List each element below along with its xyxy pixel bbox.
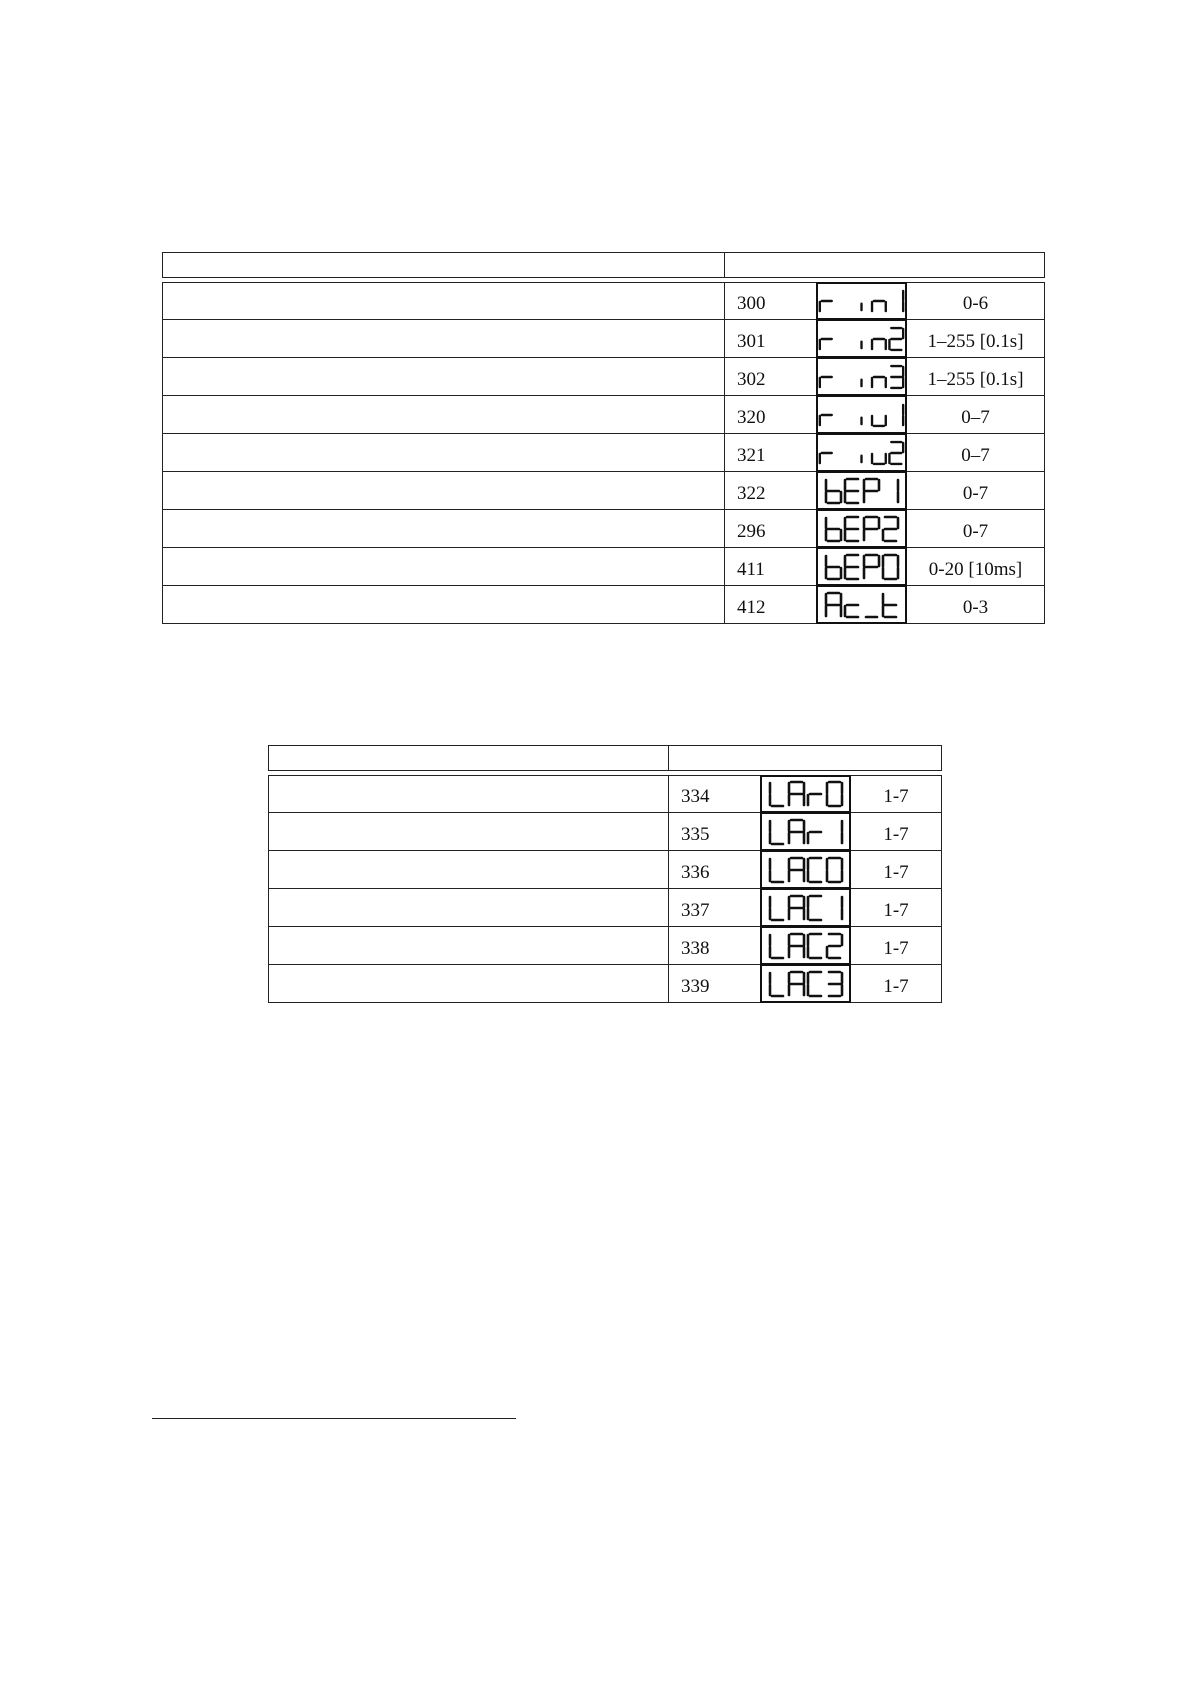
segment-glyph xyxy=(845,479,858,503)
description-cell xyxy=(162,510,725,548)
segment-glyph xyxy=(872,339,886,349)
value-range: 1-7 xyxy=(851,851,942,889)
description-cell xyxy=(268,889,669,927)
seven-segment-glyphs xyxy=(824,590,900,620)
segment-glyph xyxy=(883,594,896,617)
seven-segment-glyphs xyxy=(818,286,905,316)
segment-glyph xyxy=(789,972,804,995)
seven-segment-glyphs xyxy=(818,400,905,430)
segment-glyph xyxy=(789,858,804,881)
segment-glyph xyxy=(826,480,841,503)
parameter-number: 412 xyxy=(725,586,816,624)
value-range: 0-6 xyxy=(907,282,1045,320)
segment-glyph xyxy=(826,518,841,541)
seven-segment-glyphs xyxy=(768,779,844,809)
seven-segment-display xyxy=(816,358,907,396)
seven-segment-glyphs xyxy=(768,931,844,961)
segment-glyph xyxy=(872,377,886,387)
header-description-cell xyxy=(162,252,725,278)
segment-glyph xyxy=(845,555,858,579)
header-description-cell xyxy=(268,745,669,771)
segment-glyph xyxy=(789,820,804,843)
value-range: 1-7 xyxy=(851,813,942,851)
value-range: 0-7 xyxy=(907,510,1045,548)
segment-glyph xyxy=(820,377,832,387)
segment-glyph xyxy=(808,794,821,805)
table-row xyxy=(162,472,1045,510)
table-row xyxy=(162,548,1045,586)
table-header-row xyxy=(162,252,1045,278)
table-row xyxy=(268,775,942,813)
segment-glyph xyxy=(770,973,783,996)
segment-glyph xyxy=(770,821,783,844)
seven-segment-display xyxy=(816,282,907,320)
segment-glyph xyxy=(820,415,832,425)
segment-glyph xyxy=(889,442,903,464)
segment-glyph xyxy=(889,328,903,350)
value-range: 0–7 xyxy=(907,396,1045,434)
value-range: 1-7 xyxy=(851,775,942,813)
seven-segment-glyphs xyxy=(824,552,900,582)
table-row xyxy=(268,965,942,1003)
parameter-number: 320 xyxy=(725,396,816,434)
description-cell xyxy=(162,586,725,624)
parameter-number: 337 xyxy=(669,889,760,927)
value-range: 0-3 xyxy=(907,586,1045,624)
parameter-number: 336 xyxy=(669,851,760,889)
segment-glyph xyxy=(883,555,898,579)
segment-glyph xyxy=(827,782,842,806)
segment-glyph xyxy=(827,858,842,882)
segment-glyph xyxy=(827,934,842,958)
seven-segment-glyphs xyxy=(818,324,905,354)
value-range: 0-7 xyxy=(907,472,1045,510)
table-row xyxy=(162,510,1045,548)
value-range: 1-7 xyxy=(851,889,942,927)
footnote-separator xyxy=(152,1418,516,1419)
table-header-row xyxy=(268,745,942,771)
segment-glyph xyxy=(789,896,804,919)
table-row xyxy=(162,358,1045,396)
seven-segment-glyphs xyxy=(824,476,900,506)
segment-glyph xyxy=(770,783,783,806)
parameter-number: 302 xyxy=(725,358,816,396)
segment-glyph xyxy=(872,301,886,311)
parameter-table-2 xyxy=(268,745,942,1003)
seven-segment-glyphs xyxy=(768,893,844,923)
seven-segment-glyphs xyxy=(818,438,905,468)
seven-segment-display xyxy=(816,548,907,586)
parameter-number: 322 xyxy=(725,472,816,510)
segment-glyph xyxy=(872,415,886,425)
table-row xyxy=(268,889,942,927)
parameter-number: 321 xyxy=(725,434,816,472)
seven-segment-glyphs xyxy=(818,362,905,392)
segment-glyph xyxy=(820,301,832,311)
parameter-number: 301 xyxy=(725,320,816,358)
description-cell xyxy=(162,358,725,396)
value-range: 1-7 xyxy=(851,927,942,965)
table-row xyxy=(162,396,1045,434)
table-row xyxy=(162,586,1045,624)
table-row xyxy=(162,434,1045,472)
segment-glyph xyxy=(789,782,804,805)
header-parameter-cell xyxy=(725,252,1045,278)
description-cell xyxy=(162,472,725,510)
segment-glyph xyxy=(829,972,842,996)
parameter-number: 338 xyxy=(669,927,760,965)
segment-glyph xyxy=(883,517,898,541)
segment-glyph xyxy=(808,858,821,882)
value-range: 0–7 xyxy=(907,434,1045,472)
segment-glyph xyxy=(808,832,821,843)
seven-segment-display xyxy=(816,320,907,358)
segment-glyph xyxy=(808,972,821,996)
parameter-number: 339 xyxy=(669,965,760,1003)
seven-segment-glyphs xyxy=(768,855,844,885)
parameter-table-1 xyxy=(162,252,1045,624)
description-cell xyxy=(162,434,725,472)
seven-segment-glyphs xyxy=(824,514,900,544)
value-range: 1–255 [0.1s] xyxy=(907,358,1045,396)
seven-segment-glyphs xyxy=(768,817,844,847)
segment-glyph xyxy=(770,859,783,882)
seven-segment-display xyxy=(760,889,851,927)
parameter-number: 296 xyxy=(725,510,816,548)
segment-glyph xyxy=(770,935,783,958)
table-row xyxy=(162,282,1045,320)
parameter-number: 411 xyxy=(725,548,816,586)
segment-glyph xyxy=(845,605,858,617)
seven-segment-display xyxy=(816,396,907,434)
seven-segment-display xyxy=(760,775,851,813)
segment-glyph xyxy=(864,479,879,502)
seven-segment-display xyxy=(816,510,907,548)
table-row xyxy=(268,813,942,851)
seven-segment-display xyxy=(760,927,851,965)
segment-glyph xyxy=(826,556,841,579)
header-parameter-cell xyxy=(669,745,942,771)
parameter-number: 334 xyxy=(669,775,760,813)
value-range: 1-7 xyxy=(851,965,942,1003)
segment-glyph xyxy=(845,517,858,541)
parameter-number: 335 xyxy=(669,813,760,851)
description-cell xyxy=(268,775,669,813)
segment-glyph xyxy=(789,934,804,957)
value-range: 0-20 [10ms] xyxy=(907,548,1045,586)
segment-glyph xyxy=(820,453,832,463)
seven-segment-display xyxy=(760,813,851,851)
description-cell xyxy=(268,927,669,965)
segment-glyph xyxy=(808,896,821,920)
table-row xyxy=(268,851,942,889)
description-cell xyxy=(162,396,725,434)
segment-glyph xyxy=(891,366,903,388)
value-range: 1–255 [0.1s] xyxy=(907,320,1045,358)
segment-glyph xyxy=(864,517,879,540)
table-row xyxy=(162,320,1045,358)
parameter-number: 300 xyxy=(725,282,816,320)
description-cell xyxy=(162,548,725,586)
description-cell xyxy=(162,320,725,358)
seven-segment-display xyxy=(760,851,851,889)
segment-glyph xyxy=(770,897,783,920)
seven-segment-display xyxy=(816,586,907,624)
description-cell xyxy=(268,851,669,889)
table-row xyxy=(268,927,942,965)
segment-glyph xyxy=(808,934,821,958)
seven-segment-glyphs xyxy=(768,969,844,999)
segment-glyph xyxy=(872,453,886,463)
seven-segment-display xyxy=(760,965,851,1003)
description-cell xyxy=(268,965,669,1003)
description-cell xyxy=(162,282,725,320)
segment-glyph xyxy=(826,593,841,616)
segment-glyph xyxy=(864,555,879,578)
segment-glyph xyxy=(820,339,832,349)
seven-segment-display xyxy=(816,434,907,472)
seven-segment-display xyxy=(816,472,907,510)
description-cell xyxy=(268,813,669,851)
